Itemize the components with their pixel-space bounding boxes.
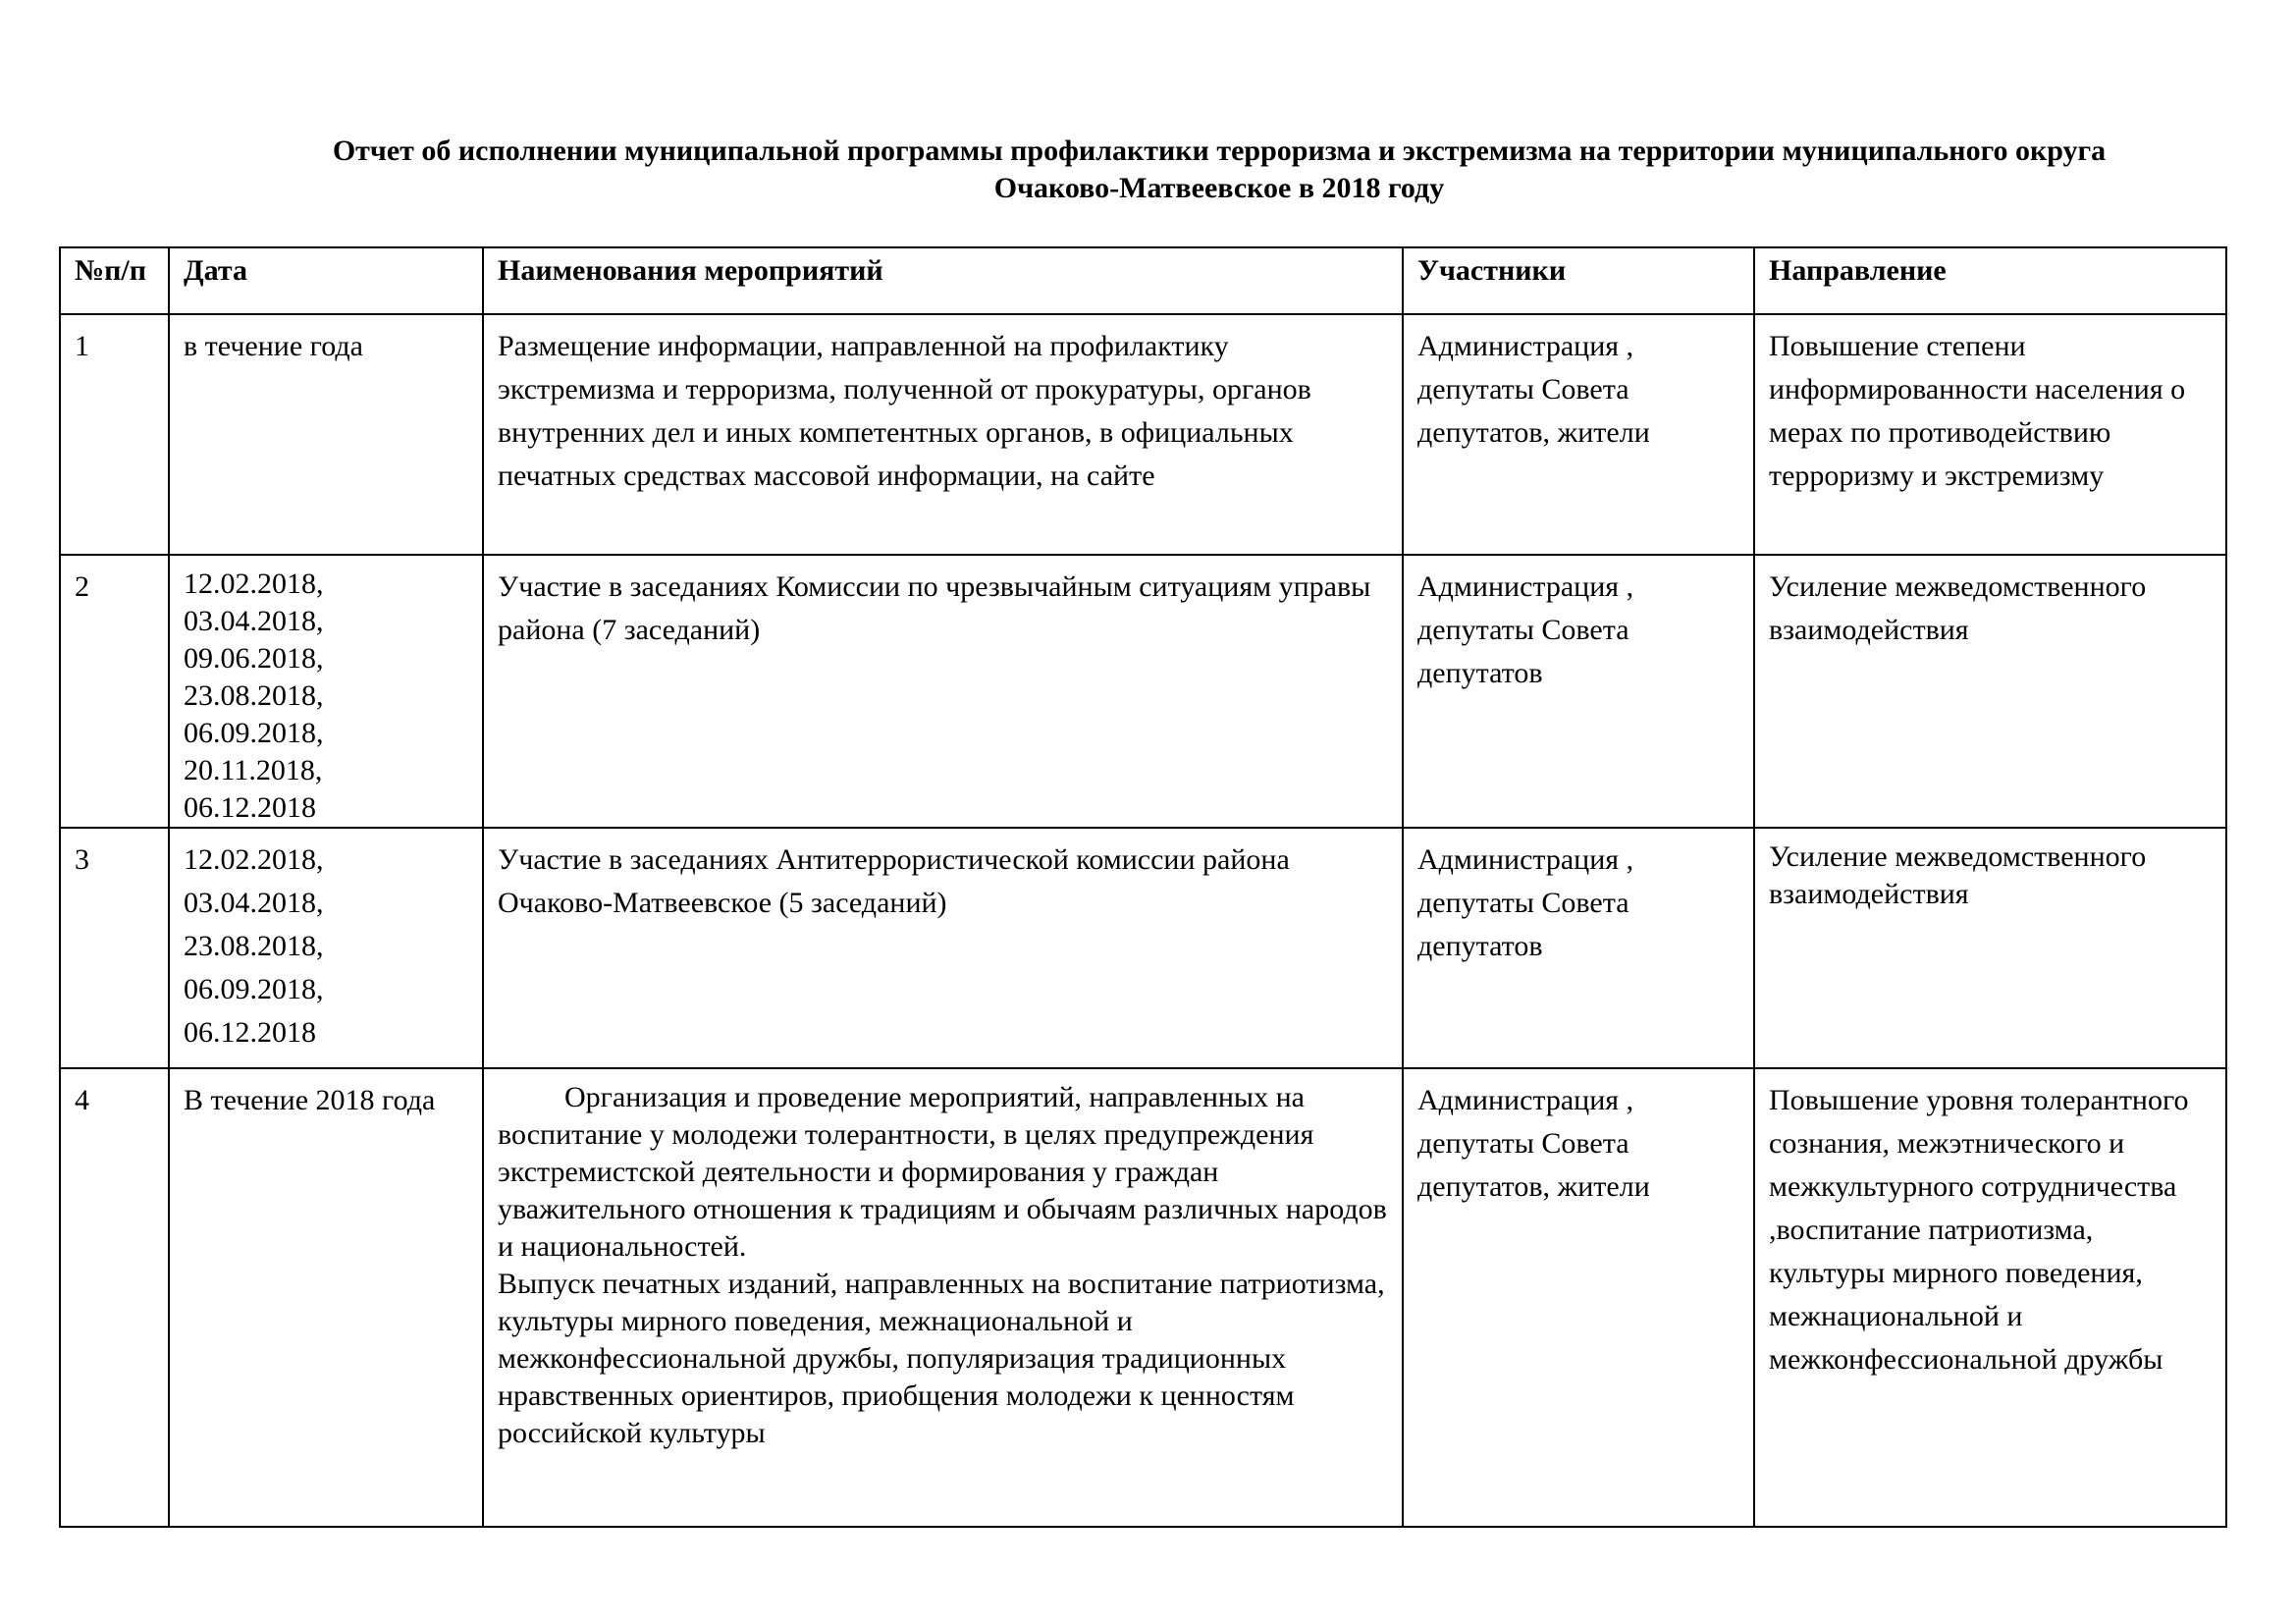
cell-date <box>169 828 483 1068</box>
cell-participants: Администрация , депутаты Совета депутатов <box>1403 828 1754 1068</box>
date-line: 12.02.2018, <box>184 568 324 600</box>
cell-direction: Повышение степени информированности населения о мерах по противодействию терроризму и экстремизму <box>1754 314 2226 555</box>
cell-direction: Повышение уровня толерантного сознания, межэтнического и межкультурного сотрудничества ,воспитание патриотизма, культуры мирного поведения, межнациональной и межконфессиональной дружбы <box>1754 1068 2226 1527</box>
event-paragraph: Организация и проведение мероприятий, направленных на воспитание у молодежи толерантности, в целях предупреждения экстремистской деятельности и формирования у граждан уважительного отношения к традициям и обычаям различных народов и национальностей. <box>498 1081 1387 1263</box>
date-line: 03.04.2018, <box>184 887 324 919</box>
page-title <box>218 133 2220 207</box>
title-line-1: Отчет об исполнении муниципальной программы профилактики терроризма и экстремизма на территории муниципального округа <box>332 135 2107 167</box>
cell-event: Участие в заседаниях Комиссии по чрезвычайным ситуациям управы района (7 заседаний) <box>483 555 1403 828</box>
date-line: 06.12.2018 <box>184 791 316 824</box>
date-line: 23.08.2018, <box>184 930 324 962</box>
cell-direction: Усиление межведомственного взаимодействия <box>1754 828 2226 1068</box>
date-line: 03.04.2018, <box>184 605 324 637</box>
date-line: 12.02.2018, <box>184 843 324 876</box>
cell-participants: Администрация , депутаты Совета депутатов, жители <box>1403 314 1754 555</box>
cell-number: 3 <box>60 828 169 1068</box>
cell-event <box>483 1068 1403 1527</box>
date-line: 23.08.2018, <box>184 679 324 712</box>
cell-event: Участие в заседаниях Антитеррористической комиссии района Очаково-Матвеевское (5 заседаний) <box>483 828 1403 1068</box>
header-event: Наименования мероприятий <box>483 247 1403 314</box>
cell-date <box>169 1068 483 1527</box>
report-table <box>59 246 2227 1528</box>
cell-event: Размещение информации, направленной на профилактику экстремизма и терроризма, полученной от прокуратуры, органов внутренних дел и иных компетентных органов, в официальных печатных средствах массовой информации, на сайте <box>483 314 1403 555</box>
date-line: 06.12.2018 <box>184 1016 316 1049</box>
table-row <box>60 555 2226 828</box>
header-number: №п/п <box>60 247 169 314</box>
header-date: Дата <box>169 247 483 314</box>
cell-date <box>169 555 483 828</box>
cell-participants: Администрация , депутаты Совета депутатов <box>1403 555 1754 828</box>
cell-number: 4 <box>60 1068 169 1527</box>
table-row <box>60 314 2226 555</box>
header-participants: Участники <box>1403 247 1754 314</box>
title-line-2: Очаково-Матвеевское в 2018 году <box>993 172 1445 204</box>
date-line: 09.06.2018, <box>184 642 324 675</box>
cell-participants: Администрация , депутаты Совета депутатов, жители <box>1403 1068 1754 1527</box>
event-paragraph: Выпуск печатных изданий, направленных на воспитание патриотизма, культуры мирного поведения, межнациональной и межконфессиональной дружбы, популяризация традиционных нравственных ориентиров, приобщения молодежи к ценностям российской культуры <box>498 1268 1385 1449</box>
table-header-row <box>60 247 2226 314</box>
date-line: В течение 2018 года <box>184 1084 436 1116</box>
date-line: 20.11.2018, <box>184 754 323 786</box>
table-row <box>60 1068 2226 1527</box>
table-row <box>60 828 2226 1068</box>
cell-number: 2 <box>60 555 169 828</box>
date-line: 06.09.2018, <box>184 973 324 1005</box>
cell-number: 1 <box>60 314 169 555</box>
header-direction: Направление <box>1754 247 2226 314</box>
cell-date <box>169 314 483 555</box>
cell-direction: Усиление межведомственного взаимодействия <box>1754 555 2226 828</box>
date-line: в течение года <box>184 330 363 362</box>
date-line: 06.09.2018, <box>184 717 324 749</box>
